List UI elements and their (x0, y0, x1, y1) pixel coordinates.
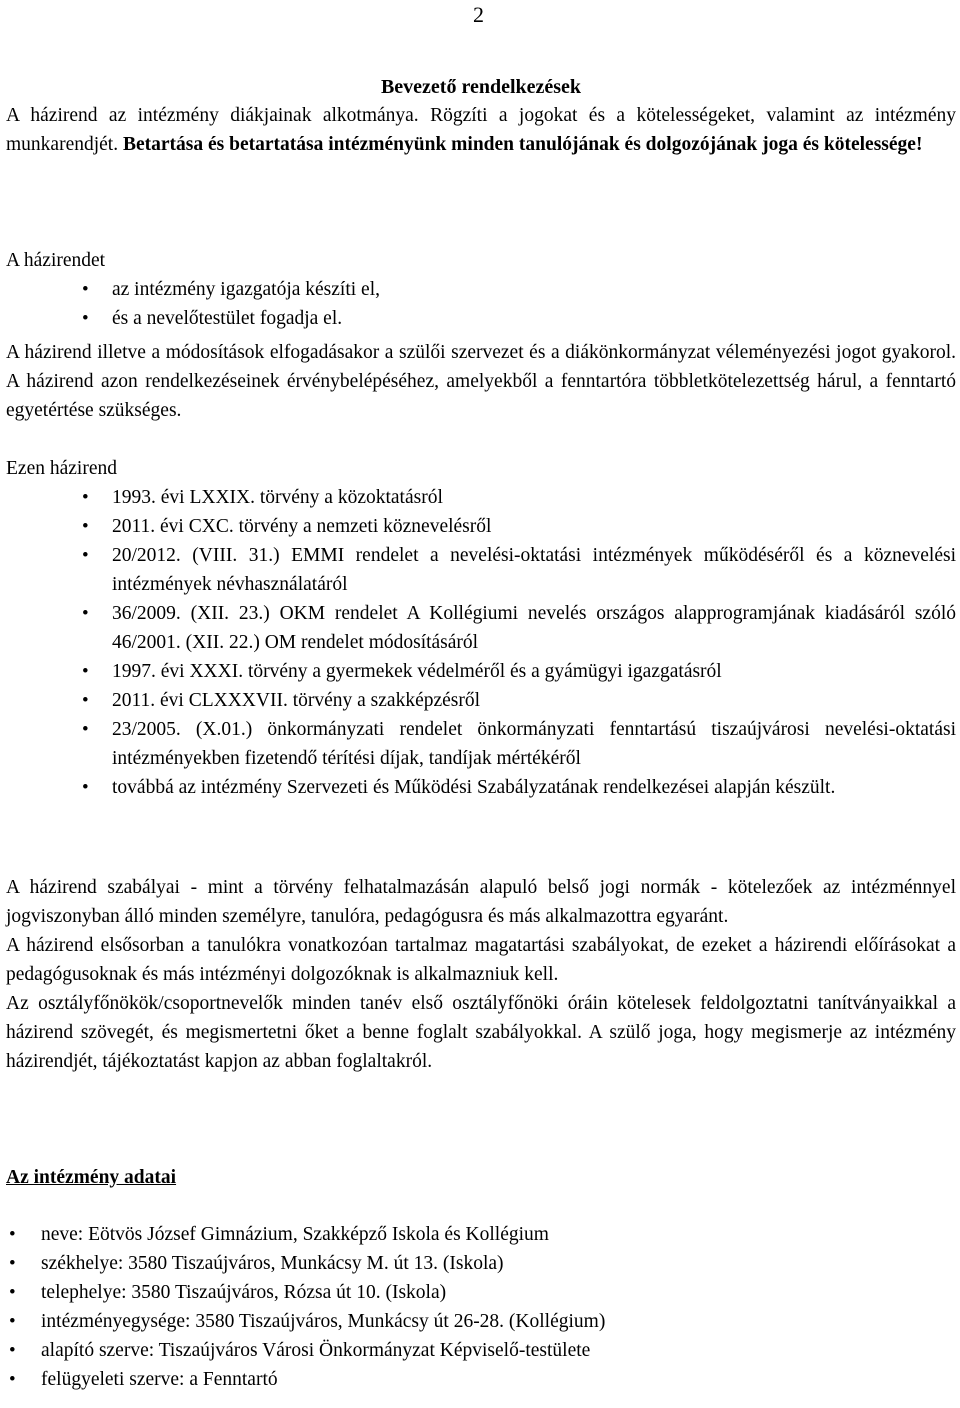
list-item: • telephelye: 3580 Tiszaújváros, Rózsa út 10. (Iskola) (6, 1278, 956, 1307)
rules-paragraph: A házirend szabályai - mint a törvény felhatalmazásán alapuló belső jogi normák - kötelezőek az intézménnyel jogviszonyban álló minden személyre, tanulóra, pedagógusra és más alkalmazottra egyaránt. (6, 877, 956, 927)
institution-title: Az intézmény adatai (6, 1167, 177, 1188)
legal-basis-lead: Ezen házirend (6, 458, 117, 479)
list-item: • alapító szerve: Tiszaújváros Városi Önkormányzat Képviselő-testülete (6, 1336, 956, 1365)
list-item: • 36/2009. (XII. 23.) OKM rendelet A Kollégiumi nevelés országos alapprogramjának kiadásáról szóló 46/2001. (XII. 22.) OM rendelet módosításáról (6, 599, 956, 657)
list-item: • az intézmény igazgatója készíti el, (6, 275, 956, 304)
institution-block (6, 1163, 956, 1394)
list-item: • 2011. évi CXC. törvény a nemzeti köznevelésről (6, 512, 956, 541)
legal-basis-list (6, 483, 956, 802)
page-number: 2 (473, 2, 484, 27)
institution-list (6, 1220, 956, 1394)
list-item: • neve: Eötvös József Gimnázium, Szakképző Iskola és Kollégium (6, 1220, 956, 1249)
list-item: • 20/2012. (VIII. 31.) EMMI rendelet a nevelési-oktatási intézmények működéséről és a köznevelési intézmények névhasználatáról (6, 541, 956, 599)
intro-bold-text: Betartása és betartatása intézményünk minden tanulójának és dolgozójának joga és kötelessége! (122, 134, 923, 155)
prepared-list (6, 275, 956, 333)
prepared-lead: A házirendet (6, 250, 106, 271)
prepared-block (6, 246, 956, 333)
list-item: • intézményegysége: 3580 Tiszaújváros, Munkácsy út 26-28. (Kollégium) (6, 1307, 956, 1336)
list-item: • és a nevelőtestület fogadja el. (6, 304, 956, 333)
section-heading: Bevezető rendelkezések (380, 76, 582, 98)
intro-paragraph (6, 101, 956, 159)
list-item: • 23/2005. (X.01.) önkormányzati rendelet önkormányzati fenntartású tiszaújvárosi nevelési-oktatási intézményekben fizetendő térítési díjak, tandíjak mértékéről (6, 715, 956, 773)
list-item: • felügyeleti szerve: a Fenntartó (6, 1365, 956, 1394)
rules-paragraph: A házirend elsősorban a tanulókra vonatkozóan tartalmaz magatartási szabályokat, de ezeket a házirendi előírásokat a pedagógusoknak és más intézményi dolgozóknak is alkalmazniuk kell. (6, 935, 956, 985)
rules-block (6, 873, 956, 1076)
legal-basis-block (6, 454, 956, 802)
opinion-paragraph: A házirend illetve a módosítások elfogadásakor a szülői szervezet és a diákönkormányzat véleményezési jogot gyakorol. A házirend azon rendelkezéseinek érvénybelépéséhez, amelyekből a fenntartóra többletkötelezettség hárul, a fenntartó egyetértése szükséges. (6, 342, 956, 421)
list-item: • továbbá az intézmény Szervezeti és Működési Szabályzatának rendelkezései alapján készült. (6, 773, 956, 802)
list-item: • 1997. évi XXXI. törvény a gyermekek védelméről és a gyámügyi igazgatásról (6, 657, 956, 686)
list-item: • 2011. évi CLXXXVII. törvény a szakképzésről (6, 686, 956, 715)
intro-text: A házirend az intézmény diákjainak alkotmánya. Rögzíti a jogokat és a kötelességeket, valamint az intézmény munkarendjét. (6, 105, 956, 155)
rules-paragraph: Az osztályfőnökök/csoportnevelők minden tanév első osztályfőnöki óráin kötelesek feldolgoztatni tanítványaikkal a házirend szövegét, és megismertetni őket a benne foglalt szabályokkal. A szülő joga, hogy megismerje az intézmény házirendjét, tájékoztatást kapjon az abban foglaltakról. (6, 993, 956, 1072)
list-item: • székhelye: 3580 Tiszaújváros, Munkácsy M. út 13. (Iskola) (6, 1249, 956, 1278)
list-item: • 1993. évi LXXIX. törvény a közoktatásról (6, 483, 956, 512)
